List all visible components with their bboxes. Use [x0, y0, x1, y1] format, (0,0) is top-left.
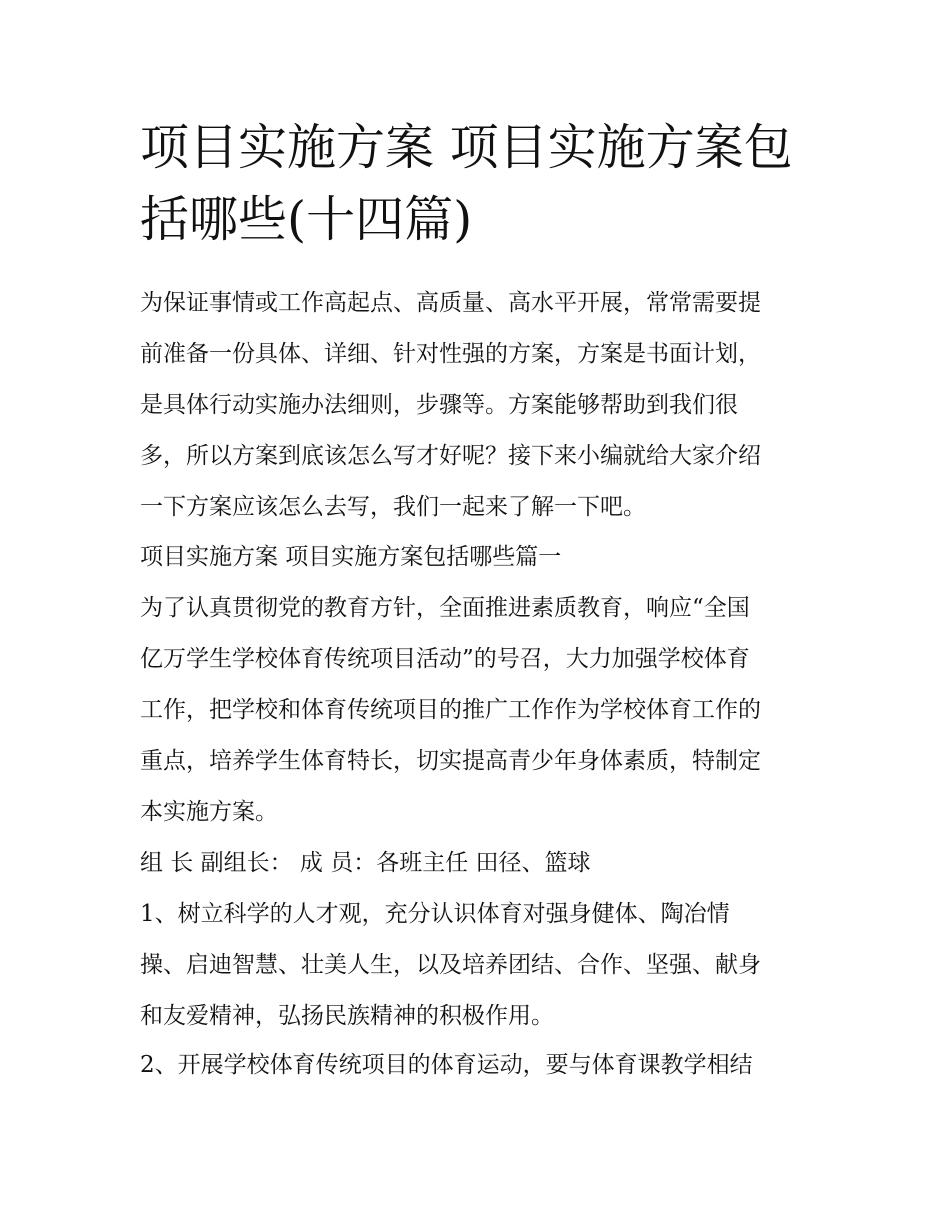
intro-paragraph — [140, 278, 820, 533]
roles-line: 组 长 副组长： 成 员：各班主任 田径、篮球 — [140, 850, 591, 876]
title-line: 项目实施方案 项目实施方案包 — [140, 119, 793, 176]
list-item-1 — [140, 889, 820, 1042]
text-line: 操、启迪智慧、壮美人生，以及培养团结、合作、坚强、献身 — [140, 952, 761, 978]
text-line: 1、树立科学的人才观，充分认识体育对强身健体、陶冶情 — [140, 901, 730, 927]
text-line: 2、开展学校体育传统项目的体育运动，要与体育课教学相结 — [140, 1052, 753, 1078]
text-line: 本实施方案。 — [140, 799, 278, 825]
text-line: 和友爱精神，弘扬民族精神的积极作用。 — [140, 1003, 554, 1029]
text-line: 工作，把学校和体育传统项目的推广工作作为学校体育工作的 — [140, 697, 761, 723]
text-line: 前准备一份具体、详细、针对性强的方案，方案是书面计划， — [140, 341, 761, 367]
document-title — [140, 112, 820, 256]
section-heading: 项目实施方案 项目实施方案包括哪些篇一 — [140, 544, 562, 570]
text-line: 为保证事情或工作高起点、高质量、高水平开展，常常需要提 — [140, 290, 761, 316]
list-item-2 — [140, 1040, 820, 1091]
text-line: 多，所以方案到底该怎么写才好呢？接下来小编就给大家介绍 — [140, 443, 761, 469]
roles-paragraph — [140, 838, 820, 889]
text-line: 为了认真贯彻党的教育方针，全面推进素质教育，响应“全国 — [140, 595, 750, 621]
section-one — [140, 532, 820, 838]
title-line: 括哪些(十四篇) — [140, 191, 473, 248]
text-line: 重点，培养学生体育特长，切实提高青少年身体素质，特制定 — [140, 748, 761, 774]
text-line: 是具体行动实施办法细则，步骤等。方案能够帮助到我们很 — [140, 392, 738, 418]
text-line: 一下方案应该怎么去写，我们一起来了解一下吧。 — [140, 494, 646, 520]
text-line: 亿万学生学校体育传统项目活动”的号召，大力加强学校体育 — [140, 646, 750, 672]
